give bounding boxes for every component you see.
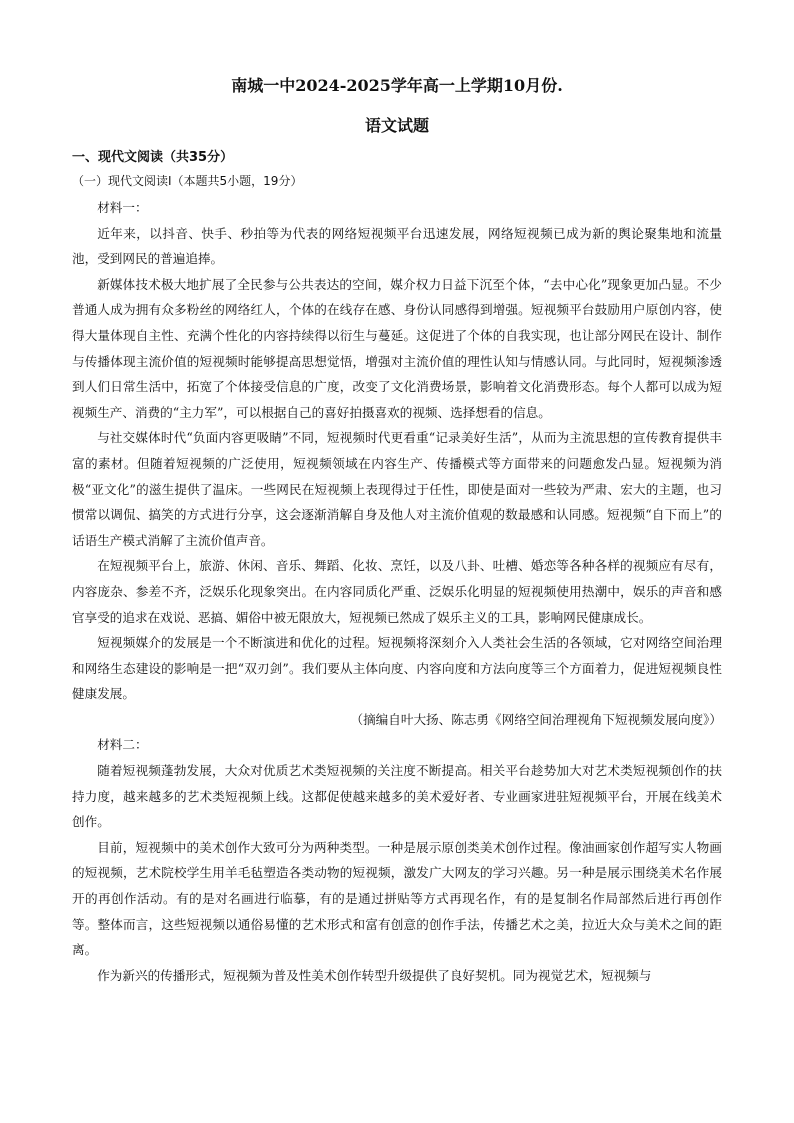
paragraph: 近年来，以抖音、快手、秒拍等为代表的网络短视频平台迅速发展，网络短视频已成为新的舆论聚集地和流量池，受到网民的普遍追捧。 bbox=[72, 225, 722, 267]
paragraph: 随着短视频蓬勃发展，大众对优质艺术类短视频的关注度不断提高。相关平台趁势加大对艺术类短视频创作的扶持力度，越来越多的艺术类短视频上线。这都促使越来越多的美术爱好者、专业画家进驻短视频平台，开展在线美术创作。 bbox=[72, 763, 722, 830]
paragraph: 新媒体技术极大地扩展了全民参与公共表达的空间，媒介权力日益下沉至个体，“去中心化”现象更加凸显。不少普通人成为拥有众多粉丝的网络红人，个体的在线存在感、身份认同感得到增强。短视频平台鼓励用户原创内容，使得大量体现自主性、充满个性化的内容持续得以衍生与蔓延。这促进了个体的自我实现，也让部分网民在设计、制作与传播体现主流价值的短视频时能够提高思想觉悟，增强对主流价值的理性认知与情感认同。与此同时，短视频渗透到人们日常生活中，拓宽了个体接受信息的广度，改变了文化消费场景，影响着文化消费形态。每个人都可以成为短视频生产、消费的“主力军”，可以根据自己的喜好拍摄喜欢的视频、选择想看的信息。 bbox=[72, 276, 722, 420]
document-title: 南城一中2024-2025学年高一上学期10月份. bbox=[231, 76, 563, 95]
material-one-label: 材料一： bbox=[97, 200, 148, 215]
material-two-label: 材料二： bbox=[97, 737, 148, 753]
paragraph: 短视频媒介的发展是一个不断演进和优化的过程。短视频将深刻介入人类社会生活的各领域，它对网络空间治理和网络生态建设的影响是一把“双刃剑”。我们要从主体向度、内容向度和方法向度等三个方面着力，促进短视频良性健康发展。 bbox=[72, 635, 722, 702]
section-heading: 一、现代文阅读（共35分） bbox=[72, 150, 234, 165]
material-one-source: （摘编自叶大扬、陈志勇《网络空间治理视角下短视频发展向度》） bbox=[350, 711, 722, 727]
body-text bbox=[72, 195, 722, 988]
paragraph: 与社交媒体时代“负面内容更吸睛”不同，短视频时代更看重“记录美好生活”，从而为主流思想的宣传教育提供丰富的素材。但随着短视频的广泛使用，短视频领域在内容生产、传播模式等方面带来的问题愈发凸显。短视频为消极“亚文化”的滋生提供了温床。一些网民在短视频上表现得过于任性，即使是面对一些较为严肃、宏大的主题，也习惯常以调侃、搞笑的方式进行分享，这会逐渐消解自身及他人对主流价值观的数最感和认同感。短视频“自下而上”的话语生产模式消解了主流价值声音。 bbox=[72, 430, 722, 548]
paragraph: 目前，短视频中的美术创作大致可分为两种类型。一种是展示原创类美术创作过程。像油画家创作超写实人物画的短视频，艺术院校学生用羊毛毡塑造各类动物的短视频，激发广大网友的学习兴趣。另一种是展示围绕美术名作展开的再创作活动。有的是对名画进行临摹，有的是通过拼贴等方式再现名作，有的是复制名作局部然后进行再创作等。整体而言，这些短视频以通俗易懂的艺术形式和富有创意的创作手法，传播艺术之美，拉近大众与美术之间的距离。 bbox=[72, 839, 722, 958]
document-subtitle: 语文试题 bbox=[364, 116, 429, 135]
paragraph: 在短视频平台上，旅游、休闲、音乐、舞蹈、化妆、烹饪，以及八卦、吐槽、婚恋等各种各样的视频应有尽有，内容庞杂、参差不齐，泛娱乐化现象突出。在内容同质化严重、泛娱乐化明显的短视频使用热潮中，娱乐的声音和感官享受的追求在戏说、恶搞、媚俗中被无限放大，短视频已然成了娱乐主义的工具，影响网民健康成长。 bbox=[72, 558, 722, 625]
sub-heading: （一）现代文阅读Ⅰ（本题共5小题，19分） bbox=[72, 174, 303, 188]
paragraph: 作为新兴的传播形式，短视频为普及性美术创作转型升级提供了良好契机。同为视觉艺术，短视频与 bbox=[97, 967, 652, 983]
